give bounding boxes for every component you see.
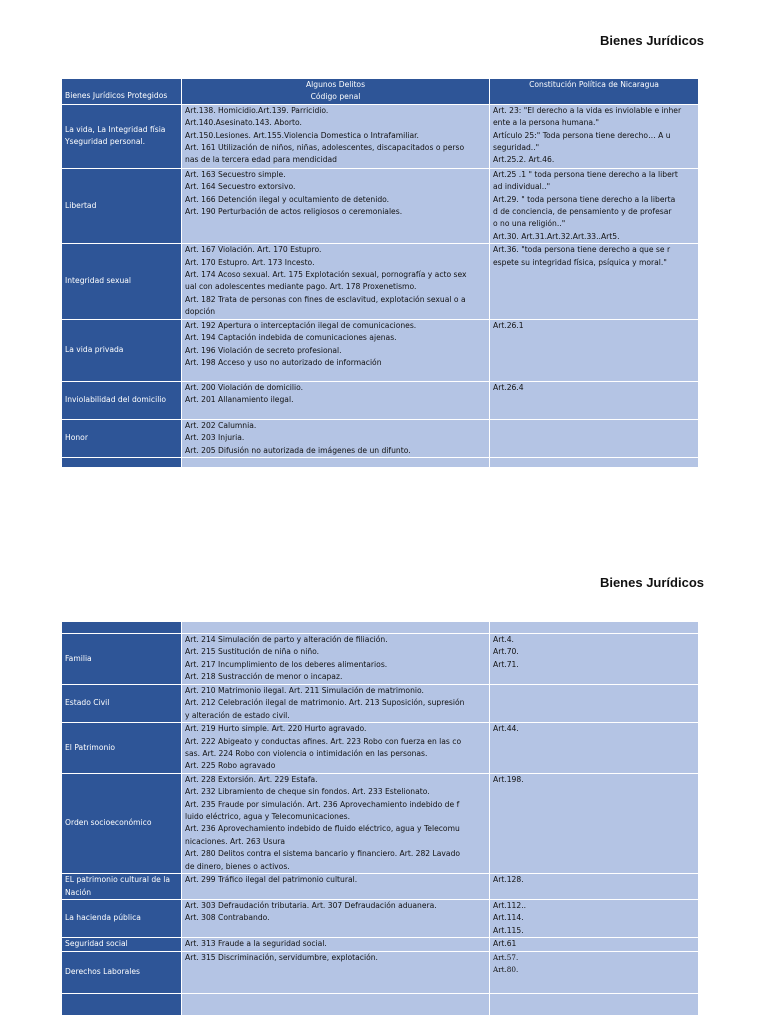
constitucion-line: d de conciencia, de pensamiento y de profesar — [493, 207, 672, 217]
table-row — [62, 723, 699, 774]
constitucion-line: Art.26.4 — [493, 382, 524, 392]
spacer-cell — [490, 622, 699, 634]
delito-line: de dinero, bienes o activos. — [185, 861, 290, 871]
constitucion-cell — [490, 685, 699, 723]
constitucion-cell — [490, 773, 699, 873]
delito-line: Art. 214 Simulación de parto y alteración de filiación. — [185, 635, 388, 644]
constitucion-line: Art.25 .1 " toda persona tiene derecho a la libert — [493, 169, 678, 179]
table-row — [62, 938, 699, 951]
delito-line: Art. 219 Hurto simple. Art. 220 Hurto agravado. — [185, 724, 367, 734]
delito-line: Art. 210 Matrimonio ilegal. Art. 211 Simulación de matrimonio. — [185, 686, 424, 695]
bien-juridico-cell: Libertad — [62, 168, 182, 243]
delitos-cell — [182, 419, 490, 457]
page-title: Bienes Jurídicos — [599, 33, 704, 48]
delito-line: Art. 164 Secuestro extorsivo. — [185, 182, 296, 192]
delito-line: nicaciones. Art. 263 Usura — [185, 836, 286, 846]
table-row — [62, 874, 699, 900]
constitucion-cell — [490, 899, 699, 937]
delitos-cell — [182, 874, 490, 900]
bien-juridico-cell: Inviolabilidad del domicilio — [62, 381, 182, 419]
bien-juridico-cell: Estado Civil — [62, 685, 182, 723]
constitucion-cell — [490, 874, 699, 900]
delito-line: Art. 308 Contrabando. — [185, 913, 270, 923]
delito-line: Art. 198 Acceso y uso no autorizado de información — [185, 357, 382, 367]
delitos-cell — [182, 381, 490, 419]
constitucion-cell — [490, 244, 699, 319]
constitucion-cell — [490, 951, 699, 993]
table-row — [62, 319, 699, 381]
bien-juridico-cell: El Patrimonio — [62, 723, 182, 774]
header-algunos-delitos: Algunos Delitos Código penal — [182, 79, 490, 105]
table-row — [62, 244, 699, 319]
delito-line: Art. 232 Libramiento de cheque sin fondos. Art. 233 Estelionato. — [185, 787, 430, 797]
delito-line: luido eléctrico, agua y Telecomunicaciones. — [185, 812, 351, 822]
constitucion-line: Art.80. — [493, 964, 519, 974]
delito-line: Art. 215 Sustitución de niña o niño. — [185, 647, 320, 657]
constitucion-line: Art.71. — [493, 659, 519, 669]
constitucion-cell — [490, 381, 699, 419]
delito-line: Art. 174 Acoso sexual. Art. 175 Explotación sexual, pornografía y acto sex — [185, 270, 467, 280]
delito-line: Art. 161 Utilización de niños, niñas, adolescentes, discapacitados o perso — [185, 143, 465, 153]
constitucion-line: Art.114. — [493, 913, 524, 923]
delitos-cell — [182, 685, 490, 723]
constitucion-line: espete su integridad física, psíquica y moral." — [493, 257, 667, 267]
delito-line: Art. 170 Estupro. Art. 173 Incesto. — [185, 257, 315, 267]
delito-line: Art. 235 Fraude por simulación. Art. 236 Aprovechamiento indebido de f — [185, 799, 460, 809]
delito-line: Art.150.Lesiones. Art.155.Violencia Domestica o Intrafamiliar. — [185, 130, 419, 140]
constitucion-cell — [490, 938, 699, 951]
delito-line: Art. 217 Incumplimiento de los deberes alimentarios. — [185, 659, 388, 669]
bienes-juridicos-table-1 — [61, 78, 699, 468]
delito-line: dopción — [185, 307, 216, 317]
constitucion-line: Art.70. — [493, 647, 519, 657]
table-row — [62, 685, 699, 723]
constitucion-cell — [490, 723, 699, 774]
delito-line: Art. 303 Defraudación tributaria. Art. 307 Defraudación aduanera. — [185, 900, 437, 910]
bien-juridico-cell: Derechos Laborales — [62, 951, 182, 993]
constitucion-line: Art.36. "toda persona tiene derecho a que se r — [493, 245, 671, 255]
table-row — [62, 381, 699, 419]
constitucion-line: Art.30. Art.31.Art.32.Art.33..Art5. — [493, 231, 620, 241]
bien-juridico-cell: La hacienda pública — [62, 899, 182, 937]
delito-line: Art. 182 Trata de personas con fines de esclavitud, explotación sexual o a — [185, 294, 466, 304]
constitucion-cell — [490, 634, 699, 685]
table-row — [62, 773, 699, 873]
constitucion-line: Art.29. " toda persona tiene derecho a la liberta — [493, 194, 676, 204]
delito-line: y alteración de estado civil. — [185, 710, 290, 720]
constitucion-line: Art.57. — [493, 952, 519, 962]
delito-line: Art. 167 Violación. Art. 170 Estupro. — [185, 245, 322, 255]
bien-juridico-cell: Seguridad social — [62, 938, 182, 951]
delito-line: Art. 192 Apertura o interceptación ilegal de comunicaciones. — [185, 320, 417, 330]
constitucion-line: seguridad.." — [493, 143, 540, 153]
delitos-cell — [182, 773, 490, 873]
table-row — [62, 104, 699, 168]
delito-line: Art. 315 Discriminación, servidumbre, explotación. — [185, 952, 378, 962]
table-top-spacer-row — [62, 622, 699, 634]
delitos-cell — [182, 723, 490, 774]
constitucion-line: o no una religión.." — [493, 219, 566, 229]
constitucion-cell — [490, 419, 699, 457]
delitos-cell — [182, 899, 490, 937]
delito-line: Art. 166 Detención ilegal y ocultamiento de detenido. — [185, 194, 390, 204]
constitucion-line: ente a la persona humana." — [493, 118, 599, 128]
delito-line: Art.140.Asesinato.143. Aborto. — [185, 118, 302, 128]
delitos-cell — [182, 951, 490, 993]
constitucion-line: Art.4. — [493, 635, 514, 644]
table-row — [62, 634, 699, 685]
delito-line: Art. 236 Aprovechamiento indebido de fluido eléctrico, agua y Telecomu — [185, 824, 460, 834]
spacer-cell — [62, 457, 182, 467]
table-row — [62, 899, 699, 937]
delito-line: Art. 212 Celebración ilegal de matrimonio. Art. 213 Suposición, supresión — [185, 698, 465, 708]
bien-juridico-cell: Honor — [62, 419, 182, 457]
delito-line: Art. 163 Secuestro simple. — [185, 169, 286, 179]
constitucion-line: Art.112.. — [493, 900, 527, 910]
bien-juridico-cell: La vida privada — [62, 319, 182, 381]
delitos-cell — [182, 104, 490, 168]
constitucion-line: Art.25.2. Art.46. — [493, 155, 555, 165]
bien-juridico-cell: Integridad sexual — [62, 244, 182, 319]
delitos-cell — [182, 168, 490, 243]
constitucion-line: Art.198. — [493, 774, 524, 784]
delito-line: Art. 190 Perturbación de actos religiosos o ceremoniales. — [185, 207, 403, 217]
constitucion-cell — [490, 168, 699, 243]
spacer-cell — [490, 993, 699, 1015]
constitucion-line: Art.61 — [493, 939, 517, 949]
delito-line: ual con adolescentes mediante pago. Art. 178 Proxenetismo. — [185, 282, 417, 292]
constitucion-line: ad individual.." — [493, 182, 551, 192]
page-title: Bienes Jurídicos — [599, 575, 704, 590]
constitucion-cell — [490, 319, 699, 381]
bien-juridico-cell: EL patrimonio cultural de la Nación — [62, 874, 182, 900]
header-bienes-protegidos: Bienes Jurídicos Protegidos — [62, 79, 182, 105]
delito-line: Art. 218 Sustracción de menor o incapaz. — [185, 672, 343, 682]
delito-line: Art.138. Homicidio.Art.139. Parricidio. — [185, 105, 329, 115]
bien-juridico-cell: Familia — [62, 634, 182, 685]
delitos-cell — [182, 938, 490, 951]
delito-line: Art. 280 Delitos contra el sistema bancario y financiero. Art. 282 Lavado — [185, 849, 461, 859]
bienes-juridicos-table-2 — [61, 621, 699, 1016]
spacer-cell — [62, 993, 182, 1015]
constitucion-cell — [490, 104, 699, 168]
constitucion-line: Artículo 25:" Toda persona tiene derecho… A u — [493, 130, 671, 140]
bien-juridico-cell: La vida, La Integridad físia Yseguridad personal. — [62, 104, 182, 168]
table-row — [62, 951, 699, 993]
delito-line: Art. 228 Extorsión. Art. 229 Estafa. — [185, 774, 318, 784]
delitos-cell — [182, 634, 490, 685]
delito-line: Art. 313 Fraude a la seguridad social. — [185, 939, 327, 949]
header-constitucion: Constitución Política de Nicaragua — [490, 79, 699, 105]
constitucion-line: Art.128. — [493, 875, 524, 885]
delito-line: Art. 201 Allanamiento ilegal. — [185, 395, 294, 405]
bien-juridico-cell: Orden socioeconómico — [62, 773, 182, 873]
delito-line: Art. 200 Violación de domicilio. — [185, 382, 304, 392]
delito-line: nas de la tercera edad para mendicidad — [185, 155, 337, 165]
delitos-cell — [182, 244, 490, 319]
constitucion-line: Art.44. — [493, 724, 519, 734]
spacer-cell — [182, 457, 490, 467]
delito-line: Art. 205 Difusión no autorizada de imágenes de un difunto. — [185, 445, 411, 455]
delito-line: sas. Art. 224 Robo con violencia o intimidación en las personas. — [185, 749, 428, 759]
table-row — [62, 419, 699, 457]
delito-line: Art. 196 Violación de secreto profesional. — [185, 345, 342, 355]
constitucion-line: Art.115. — [493, 925, 524, 935]
delito-line: Art. 222 Abigeato y conductas afines. Art. 223 Robo con fuerza en las co — [185, 736, 462, 746]
delito-line: Art. 194 Captación indebida de comunicaciones ajenas. — [185, 333, 397, 343]
table-bottom-spacer-row — [62, 457, 699, 467]
spacer-cell — [182, 622, 490, 634]
delitos-cell — [182, 319, 490, 381]
delito-line: Art. 203 Injuria. — [185, 433, 245, 443]
delito-line: Art. 202 Calumnia. — [185, 420, 257, 430]
delito-line: Art. 225 Robo agravado — [185, 761, 276, 771]
constitucion-line: Art. 23: "El derecho a la vida es inviolable e inher — [493, 105, 682, 115]
spacer-cell — [490, 457, 699, 467]
constitucion-line: Art.26.1 — [493, 320, 524, 330]
spacer-cell — [182, 993, 490, 1015]
table-bottom-spacer-row — [62, 993, 699, 1015]
delito-line: Art. 299 Tráfico ilegal del patrimonio cultural. — [185, 875, 358, 885]
spacer-cell — [62, 622, 182, 634]
table-row — [62, 168, 699, 243]
